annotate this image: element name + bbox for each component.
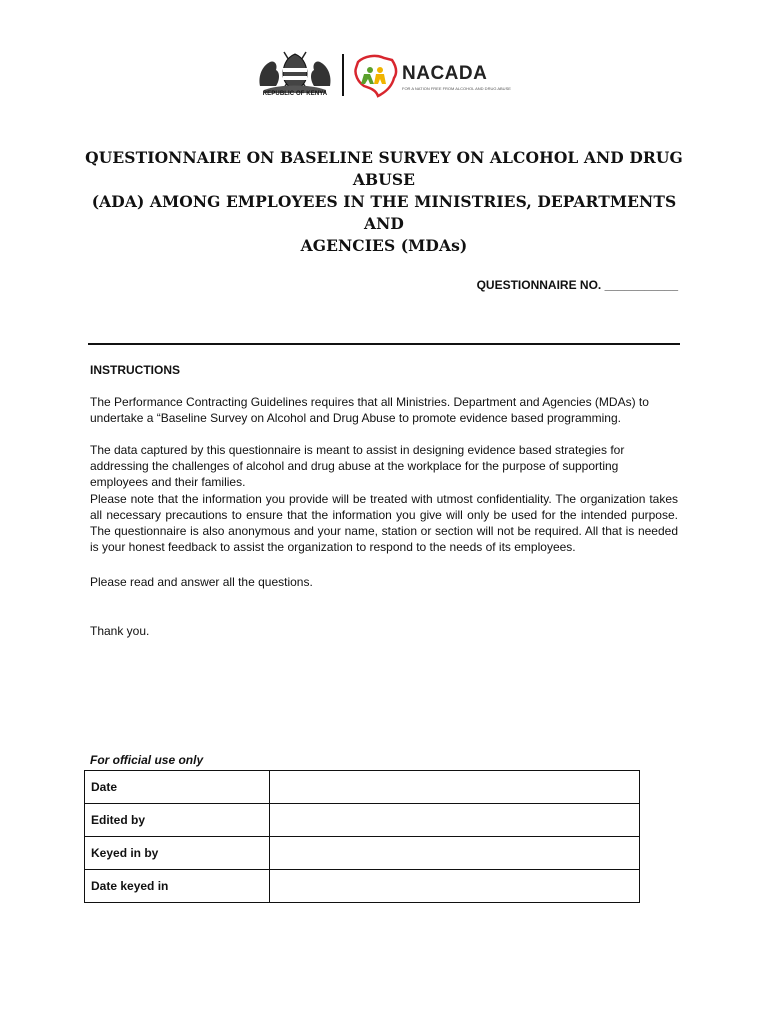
table-row <box>85 771 640 804</box>
coat-of-arms-caption: REPUBLIC OF KENYA <box>262 91 328 97</box>
row-value-field[interactable] <box>270 804 640 837</box>
title-line-3: AGENCIES (MDAs) <box>300 236 468 255</box>
instructions-paragraph-3: Please note that the information you provide will be treated with utmost confidentiality. The organization takes all necessary precautions to ensure that the information you give will only be used for the intended purpose. The questionnaire is also anonymous and your name, station or section will not be required. All that is needed is your honest feedback to assist the organization to respond to the needs of its employees. <box>90 492 678 554</box>
row-value-field[interactable] <box>270 870 640 903</box>
official-use-table <box>84 770 640 903</box>
row-label: Date <box>85 771 270 804</box>
title-line-1: QUESTIONNAIRE ON BASELINE SURVEY ON ALCOHOL AND DRUG ABUSE <box>85 148 683 189</box>
nacada-logo <box>350 52 516 98</box>
questionnaire-number: QUESTIONNAIRE NO. ___________ <box>476 278 678 292</box>
row-label: Keyed in by <box>85 837 270 870</box>
horizontal-rule <box>88 343 680 345</box>
official-use-heading: For official use only <box>90 753 204 767</box>
instructions-paragraph-5: Thank you. <box>90 624 150 638</box>
instructions-paragraph-4: Please read and answer all the questions. <box>90 575 313 589</box>
page-title <box>80 147 688 257</box>
title-line-2: (ADA) AMONG EMPLOYEES IN THE MINISTRIES, DEPARTMENTS AND <box>91 192 677 233</box>
nacada-name: NACADA <box>402 63 488 84</box>
row-label: Date keyed in <box>85 870 270 903</box>
instructions-heading: INSTRUCTIONS <box>90 363 180 377</box>
row-value-field[interactable] <box>270 771 640 804</box>
instructions-paragraph-2: The data captured by this questionnaire is meant to assist in designing evidence based strategies for addressing the challenges of alcohol and drug abuse at the workplace for the purpose of supporting employees and their families. <box>90 443 625 489</box>
table-row <box>85 837 640 870</box>
header-logos <box>254 48 516 102</box>
instructions-paragraph-1: The Performance Contracting Guidelines requires that all Ministries. Department and Agencies (MDAs) to undertake a “Baseline Survey on Alcohol and Drug Abuse to promote evidence based programming. <box>90 395 649 425</box>
logo-divider <box>342 54 344 96</box>
row-value-field[interactable] <box>270 837 640 870</box>
table-row <box>85 804 640 837</box>
table-row <box>85 870 640 903</box>
nacada-tagline: FOR A NATION FREE FROM ALCOHOL AND DRUG ABUSE <box>402 86 511 91</box>
nacada-logo-icon <box>350 52 402 98</box>
row-label: Edited by <box>85 804 270 837</box>
